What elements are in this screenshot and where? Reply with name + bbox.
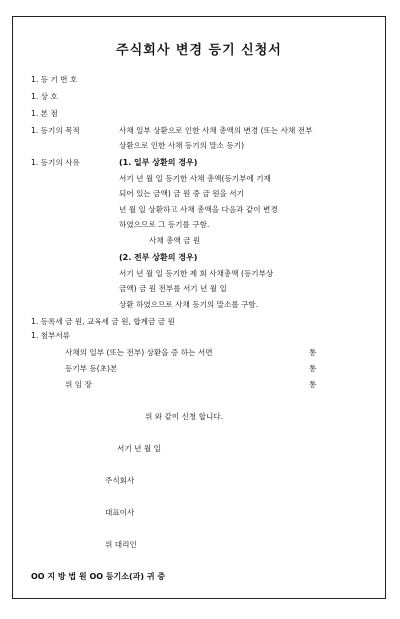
date-line: 서기 년 월 일 (117, 444, 161, 453)
rep-director-line: 대표이사 (105, 508, 135, 517)
reason-label: 1. 등기의 사유 (31, 158, 80, 167)
case2-line-3: 상환 하였으므로 사채 등기의 말소를 구함. (119, 300, 259, 309)
application-form (12, 16, 386, 599)
trade-name-label: 1. 상 호 (31, 92, 58, 101)
attachment-1: 사채의 일부 (또는 전부) 상환을 증 하는 서면 (65, 348, 213, 357)
attachment-2-unit: 통 (309, 364, 317, 373)
form-title: 주식회사 변경 등기 신청서 (116, 43, 282, 58)
attachments-label: 1. 첨부서류 (31, 331, 71, 340)
case2-heading: (2. 전부 상환의 경우) (119, 253, 198, 262)
case1-line-2: 되어 있는 금액) 금 원 중 금 원을 서기 (119, 189, 244, 198)
fees-line: 1. 등록세 금 원, 교육세 금 원, 합계금 금 원 (31, 317, 175, 326)
purpose-line-2: 상환으로 인한 사채 등기의 말소 등기) (119, 141, 245, 150)
company-line: 주식회사 (105, 476, 135, 485)
case1-line-3: 년 월 일 상환하고 사채 총액을 다음과 같이 변경 (119, 205, 278, 214)
case1-total: 사채 총액 금 원 (149, 236, 201, 245)
case1-line-4: 하였으므로 그 등기를 구함. (119, 220, 210, 229)
case2-line-1: 서기 년 월 일 등기한 제 회 사채총액 (등기부상 (119, 269, 274, 278)
court-addressee: OO 지 방 법 원 OO 등기소(과) 귀 중 (31, 572, 166, 581)
closing-statement: 위 와 같이 신청 합니다. (145, 412, 224, 421)
agent-line: 위 대리인 (105, 540, 137, 549)
attachment-1-unit: 통 (309, 348, 317, 357)
attachment-3-unit: 통 (309, 380, 317, 389)
case1-line-1: 서기 년 월 일 등기한 사채 총액(등기부에 기재 (119, 174, 271, 183)
attachment-3: 위 임 장 (65, 380, 92, 389)
head-office-label: 1. 본 점 (31, 109, 58, 118)
purpose-label: 1. 등기의 목적 (31, 126, 80, 135)
reg-no-label: 1. 등 기 번 호 (31, 75, 78, 84)
attachment-2: 등기부 등(초)본 (65, 364, 118, 373)
purpose-line-1: 사채 일부 상환으로 인한 사채 총액의 변경 (또는 사채 전부 (119, 126, 313, 135)
case2-line-2: 금액) 금 원 전부를 서기 년 월 일 (119, 284, 227, 293)
case1-heading: (1. 일부 상환의 경우) (119, 158, 198, 167)
